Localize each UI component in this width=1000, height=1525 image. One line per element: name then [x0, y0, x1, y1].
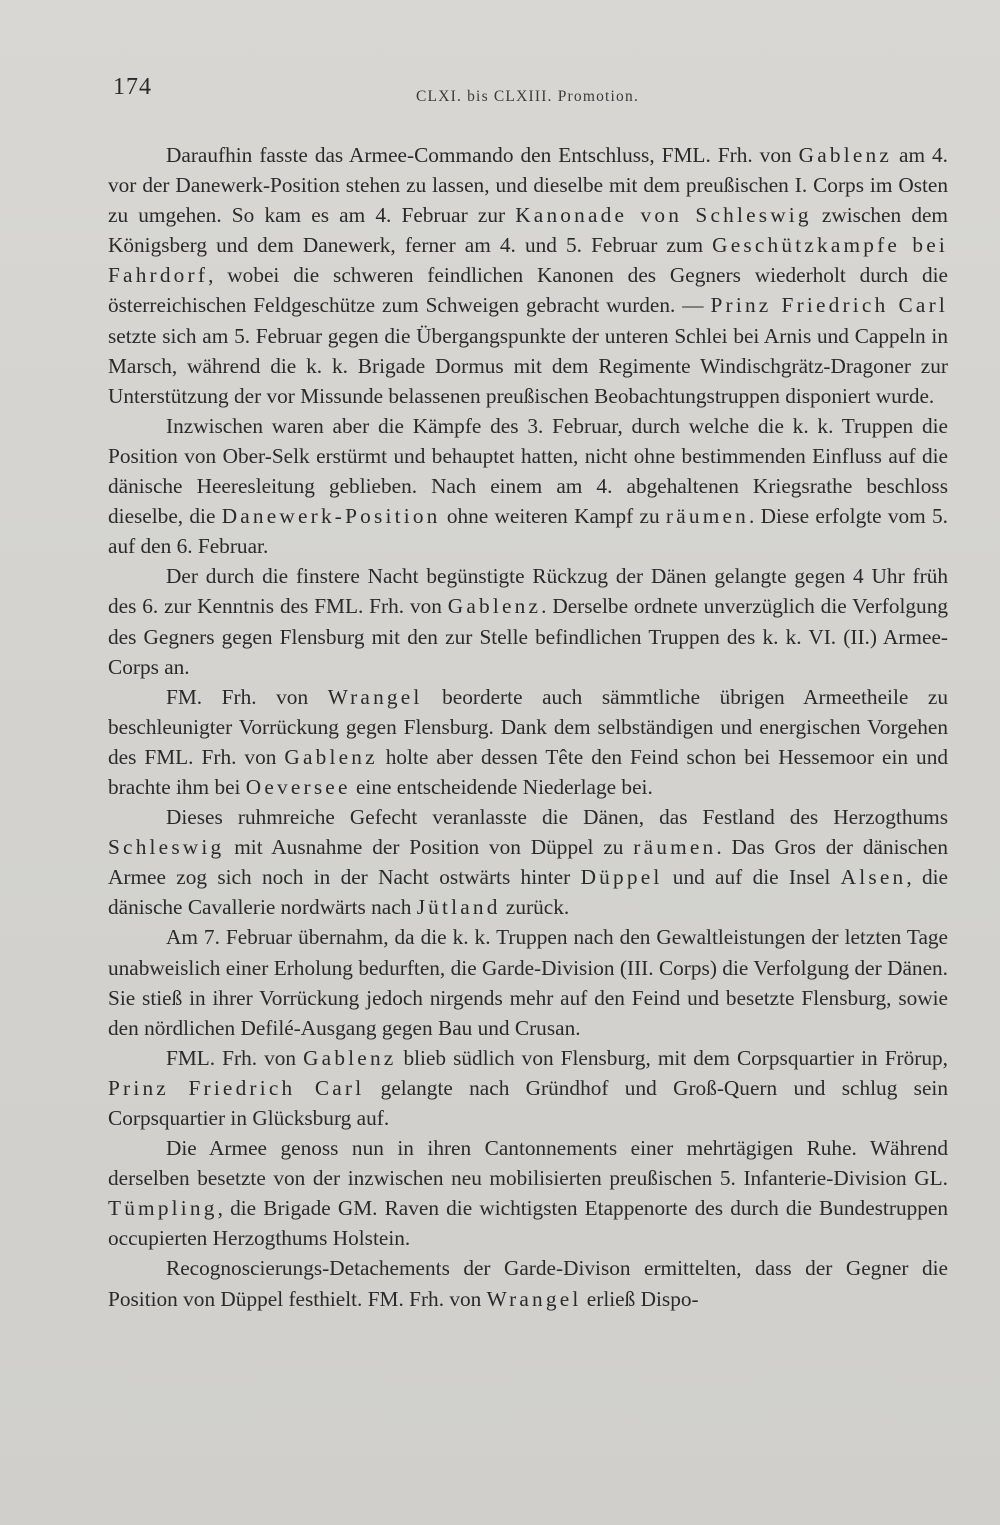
text-run: beorderte auch sämmtliche übrigen Armeetheile zu beschleunigter Vorrückung gegen Flensburg. Dank dem selbständigen und energischen Vorgehen des FML. Frh. von: [108, 684, 948, 769]
text-run: zwischen dem Königsberg und dem Danewerk, ferner am 4. und 5. Februar zum: [108, 203, 948, 258]
text-run: Dieses ruhmreiche Gefecht veranlasste die Dänen, das Festland des Herzogthums: [166, 805, 948, 830]
text-run: erließ Dispo-: [581, 1286, 699, 1311]
spaced-text: Prinz Friedrich Carl: [108, 1075, 365, 1100]
text-run: mit Ausnahme der Position von Düppel zu: [224, 835, 634, 860]
spaced-text: Danewerk-Position: [221, 504, 441, 529]
text-run: gelangte nach Gründhof und Groß-Quern und schlug sein Corpsquartier in Glücksburg auf.: [108, 1075, 948, 1130]
paragraph: [108, 802, 948, 922]
text-run: . Diese erfolgte vom 5. auf den 6. Februar.: [108, 504, 948, 559]
text-run: . Derselbe ordnete unverzüglich die Verfolgung des Gegners gegen Flensburg mit den zur Stelle befindlichen Truppen des k. k. VI. (II.) Armee-Corps an.: [108, 594, 948, 679]
spaced-text: Prinz Friedrich Carl: [710, 293, 948, 318]
paragraph: [108, 1043, 948, 1133]
spaced-text: Wrangel: [486, 1286, 582, 1311]
body-text: [108, 140, 948, 1314]
paragraph: [108, 561, 948, 681]
text-run: , die dänische Cavallerie nordwärts nach: [108, 865, 948, 920]
text-run: , wobei die schweren feindlichen Kanonen des Gegners wiederholt durch die österreichischen Feldgeschütze zum Schweigen gebracht wurden. —: [108, 263, 948, 318]
spaced-text: Oeversee: [245, 774, 351, 799]
paragraph: [108, 1253, 948, 1313]
text-run: am 4. vor der Danewerk-Position stehen zu lassen, und dieselbe mit dem preußischen I. Corps im Osten zu umgehen. So kam es am 4. Februar zur: [108, 143, 948, 228]
text-run: und auf die Insel: [662, 865, 841, 890]
spaced-text: Gablenz: [303, 1045, 397, 1070]
text-run: Recognoscierungs-Detachements der Garde-Divison ermittelten, dass der Gegner die Position von Düppel festhielt. FM. Frh. von: [108, 1256, 948, 1311]
text-run: holte aber dessen Tête den Feind schon bei Hessemoor ein und brachte ihm bei: [108, 744, 949, 799]
page-number: 174: [113, 74, 152, 100]
paragraph: [108, 1133, 948, 1253]
paragraph: [108, 140, 948, 411]
paragraph: [108, 682, 948, 802]
text-run: , die Brigade GM. Raven die wichtigsten Etappenorte des durch die Bundestruppen occupierten Herzogthums Holstein.: [108, 1196, 948, 1251]
spaced-text: Jütland: [416, 895, 501, 920]
paragraph: [108, 922, 948, 1042]
spaced-text: Gablenz: [284, 744, 378, 769]
text-run: FM. Frh. von: [166, 684, 328, 709]
spaced-text: Düppel: [580, 865, 663, 890]
spaced-text: räumen: [633, 835, 717, 860]
text-run: Daraufhin fasste das Armee-Commando den Entschluss, FML. Frh. von: [166, 143, 799, 167]
text-run: Inzwischen waren aber die Kämpfe des 3. Februar, durch welche die k. k. Truppen die Position von Ober-Selk erstürmt und behauptet hatten, nicht ohne bestimmenden Einfluss auf die dänische Heeresleitung geblieben. Nach einem am 4. abgehaltenen Kriegsrathe beschloss dieselbe, die: [108, 413, 948, 529]
text-run: eine entscheidende Niederlage bei.: [350, 774, 653, 799]
spaced-text: Geschützkampfe bei Fahrdorf: [108, 233, 948, 288]
running-head: CLXI. bis CLXIII. Promotion.: [416, 88, 640, 105]
text-run: Am 7. Februar übernahm, da die k. k. Truppen nach den Gewaltleistungen der letzten Tage unabweislich einer Erholung bedurften, die Garde-Division (III. Corps) die Verfolgung der Dänen. Sie stieß in ihrer Vorrückung jedoch nirgends mehr auf den Feind und besetzte Flensburg, sowie den nördlichen Defilé-Ausgang gegen Bau und Crusan.: [108, 925, 948, 1040]
spaced-text: Kanonade von Schleswig: [515, 203, 812, 228]
spaced-text: räumen: [665, 504, 749, 529]
text-run: . Das Gros der dänischen Armee zog sich noch in der Nacht ostwärts hinter: [108, 835, 948, 890]
text-run: setzte sich am 5. Februar gegen die Übergangspunkte der unteren Schlei bei Arnis und Cappeln in Marsch, während die k. k. Brigade Dormus mit dem Regimente Windischgrätz-Dragoner zur Unterstützung der vor Missunde belassenen preußischen Beobachtungstruppen disponiert wurde.: [108, 323, 948, 408]
text-run: Die Armee genoss nun in ihren Cantonnements einer mehrtägigen Ruhe. Während derselben besetzte von der inzwischen neu mobilisierten preußischen 5. Infanterie-Division GL.: [108, 1136, 948, 1191]
spaced-text: Tümpling: [108, 1196, 218, 1221]
spaced-text: Alsen: [840, 865, 907, 890]
text-run: zurück.: [500, 895, 570, 920]
spaced-text: Schleswig: [108, 835, 225, 860]
text-run: Der durch die finstere Nacht begünstigte Rückzug der Dänen gelangte gegen 4 Uhr früh des 6. zur Kenntnis des FML. Frh. von: [108, 564, 948, 619]
text-run: blieb südlich von Flensburg, mit dem Corpsquartier in Frörup,: [396, 1045, 948, 1070]
spaced-text: Gablenz: [798, 143, 892, 167]
text-run: ohne weiteren Kampf zu: [440, 504, 666, 529]
page-header: [113, 74, 893, 114]
text-run: FML. Frh. von: [166, 1045, 304, 1070]
spaced-text: Wrangel: [327, 684, 423, 709]
paragraph: [108, 411, 948, 561]
spaced-text: Gablenz: [447, 594, 542, 619]
